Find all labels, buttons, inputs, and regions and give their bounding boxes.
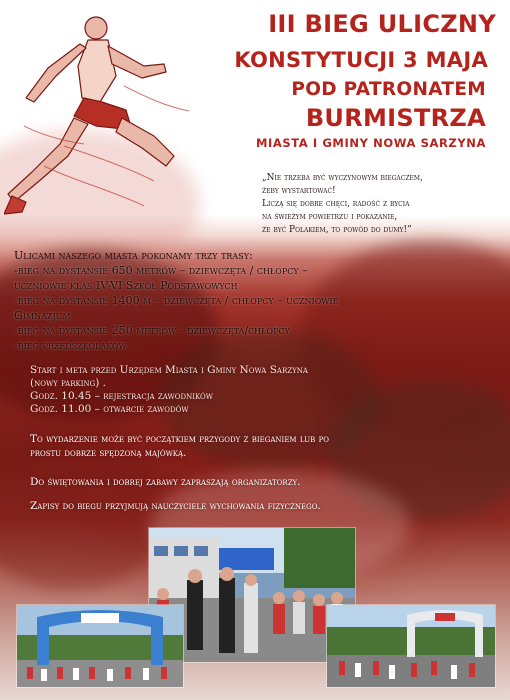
- signup-text: Zapisy do biegu przyjmują nauczyciele wychowania fizycznego.: [30, 500, 321, 512]
- runner-illustration-icon: [4, 6, 194, 221]
- route-line: -bieg przedszkolaków: [14, 339, 127, 352]
- invitation-text: Do świętowania i dobrej zabawy zapraszają organizatorzy.: [30, 476, 301, 488]
- route-line: -bieg na dystansie 250 metrów - dziewczęta/chłopcy: [14, 324, 290, 337]
- quote-line: żeby wystartować!: [262, 186, 336, 196]
- adventure-line: prostu dobrze spędzoną majówką.: [30, 447, 187, 459]
- adventure-line: To wydarzenie może być początkiem przygody z bieganiem lub po: [30, 433, 330, 445]
- route-line: -bieg na dystansie 1400 m – dziewczęta / chłopcy – uczniowie: [14, 294, 339, 307]
- start-info-line: Godz. 10.45 – rejestracja zawodników: [30, 390, 213, 402]
- event-photo-race: [326, 604, 496, 688]
- adventure-text: [30, 432, 329, 460]
- event-photo-start-gate: [16, 604, 184, 688]
- route-line: Gimnazjum: [14, 309, 71, 322]
- title-line-1: III BIEG ULICZNY: [268, 10, 496, 38]
- title-line-5: MIASTA I GMINY NOWA SARZYNA: [255, 136, 486, 150]
- routes-list: [14, 263, 339, 353]
- route-line: -bieg na dystansie 650 metrów – dziewczęta / chłopcy –: [14, 264, 308, 277]
- quote-line: Liczą się dobre chęci, radość z bycia: [262, 199, 410, 209]
- routes-intro: Ulicami naszego miasta pokonamy trzy trasy:: [14, 249, 253, 262]
- quote-line: że być Polakiem, to powód do dumy!”: [262, 225, 412, 235]
- start-info-line: Godz. 11.00 – otwarcie zawodów: [30, 403, 189, 415]
- route-line: uczniowie klas IV-VI Szkół Podstawowych: [14, 279, 238, 292]
- start-info-line: Start i meta przed Urzędem Miasta i Gminy Nowa Sarzyna: [30, 364, 308, 376]
- start-info-line: (nowy parking) .: [30, 377, 106, 389]
- quote-line: „Nie trzeba być wyczynowym biegaczem,: [262, 173, 423, 183]
- quote-line: na świeżym powietrzu i pokazanie,: [262, 212, 398, 222]
- title-line-2: KONSTYTUCJI 3 MAJA: [234, 48, 488, 72]
- motto-quote: [262, 172, 502, 237]
- start-info: [30, 364, 308, 416]
- title-line-3: POD PATRONATEM: [291, 79, 486, 100]
- title-line-4: BURMISTRZA: [305, 104, 486, 132]
